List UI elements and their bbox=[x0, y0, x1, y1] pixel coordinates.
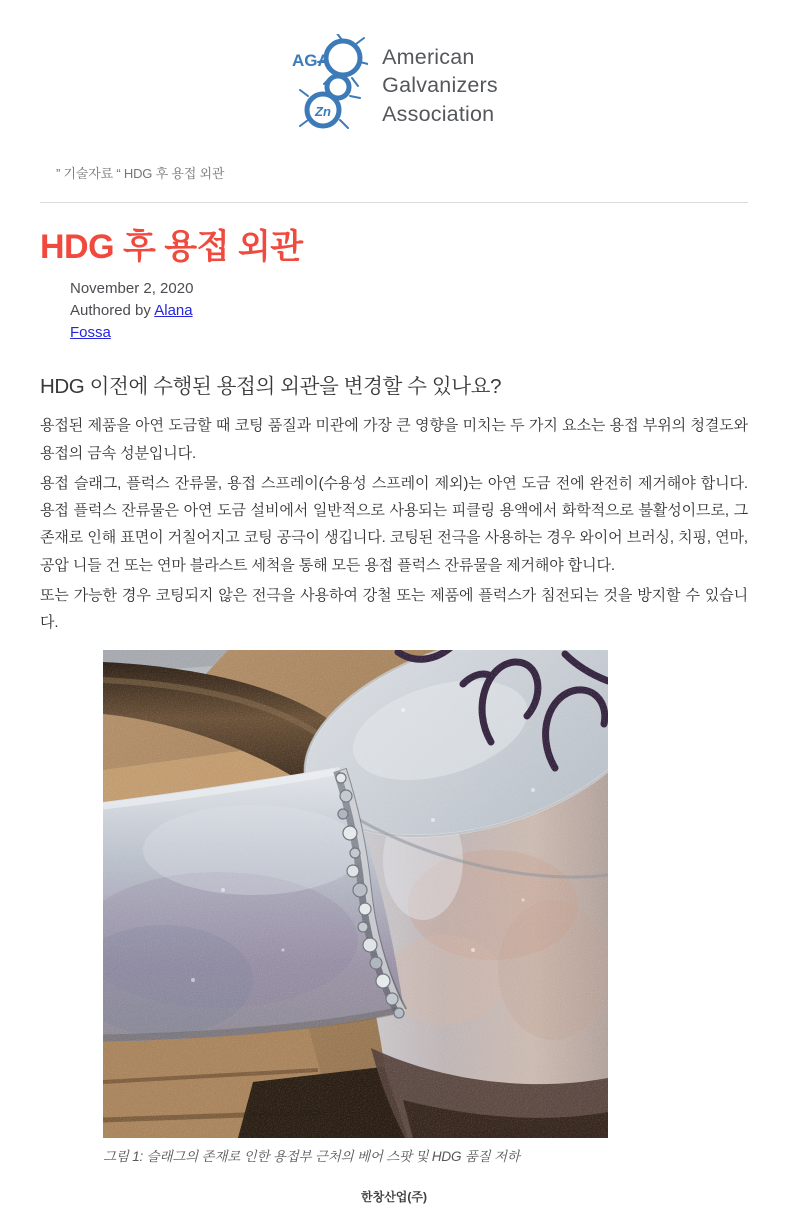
paragraph-1: 용접된 제품을 아연 도금할 때 코팅 품질과 미관에 가장 큰 영향을 미치는 두 가지 요소는 용접 부위의 청결도와 용접의 금속 성분입니다. bbox=[40, 417, 748, 462]
post-date: November 2, 2020 bbox=[70, 280, 194, 297]
header-divider bbox=[40, 202, 748, 203]
figure bbox=[103, 650, 608, 1166]
logo-monogram-text: AGA bbox=[292, 51, 330, 70]
figure-caption: 그림 1: 슬래그의 존재로 인한 용접부 근처의 베어 스팟 및 HDG 품질 저하 bbox=[103, 1148, 520, 1164]
figure-photo bbox=[103, 650, 608, 1138]
article-heading: HDG 이전에 수행된 용접의 외관을 변경할 수 있나요? bbox=[40, 375, 502, 399]
footer-company: 한창산업(주) bbox=[361, 1189, 427, 1204]
author-link[interactable]: Alana Fossa bbox=[70, 301, 193, 341]
authored-by bbox=[70, 300, 235, 344]
authored-by-prefix: Authored by bbox=[70, 301, 155, 319]
aga-logo-icon bbox=[290, 34, 368, 137]
article-body bbox=[40, 412, 748, 636]
org-line-1: American bbox=[382, 44, 475, 69]
paragraph-3: 또는 가능한 경우 코팅되지 않은 전극을 사용하여 강철 또는 제품에 플럭스가 침전되는 것을 방지할 수 있습니다. bbox=[40, 587, 748, 632]
org-line-2: Galvanizers bbox=[382, 73, 498, 98]
breadcrumb: ” 기술자료 “ HDG 후 용접 외관 bbox=[56, 166, 225, 181]
weld-photo-illustration bbox=[103, 650, 608, 1138]
page-title: HDG 후 용접 외관 bbox=[40, 228, 303, 266]
site-header bbox=[0, 0, 788, 137]
paragraph-2: 용접 슬래그, 플럭스 잔류물, 용접 스프레이(수용성 스프레이 제외)는 아연 도금 전에 완전히 제거해야 합니다. 용접 플럭스 잔류물은 아연 도금 설비에서 일반적으로 사용되는 피클링 용액에서 화학적으로 불활성이므로, 그 존재로 인해 표면이 거칠어지고 코팅 공극이 생깁니다. 코팅된 전극을 사용하는 경우 와이어 브러싱, 치핑, 연마, 공압 니들 건 또는 연마 블라스트 세척을 통해 모든 용접 플럭스 잔류물을 제거해야 합니다. bbox=[40, 474, 748, 574]
article-meta bbox=[70, 278, 235, 343]
org-line-3: Association bbox=[382, 101, 495, 126]
org-name bbox=[382, 43, 498, 129]
logo-zn-text: Zn bbox=[315, 104, 332, 119]
